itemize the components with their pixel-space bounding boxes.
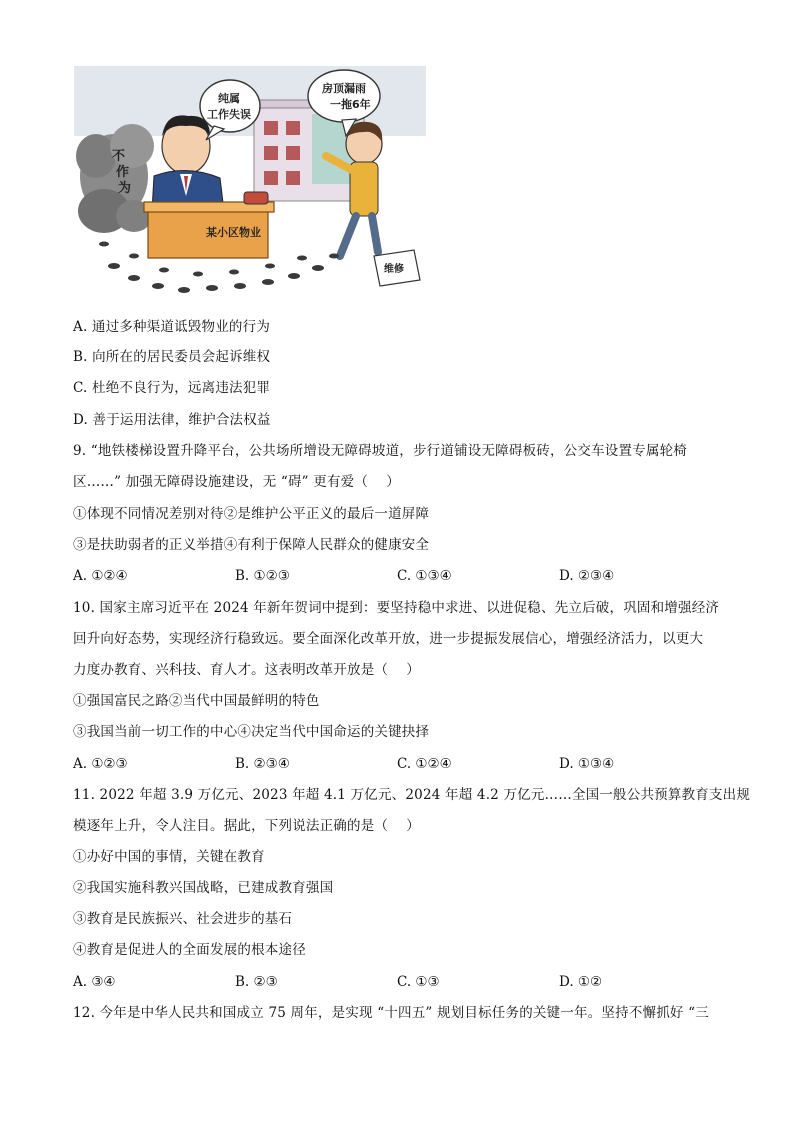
q10-statement-line2: ③我国当前一切工作的中心④决定当代中国命运的关键抉择	[73, 724, 430, 740]
q11-stem-line2: 模逐年上升，令人注目。据此，下列说法正确的是（ ）	[73, 818, 420, 834]
bubble-resident-line2: 一拖6年	[330, 98, 371, 111]
q10-choice-d[interactable]: D. ①③④	[559, 756, 615, 772]
q9-stem-line1: 9. “地铁楼梯设置升降平台，公共场所增设无障碍坡道，步行道铺设无障碍板砖，公交车设置专属轮椅	[73, 443, 687, 459]
q9-statement-line2: ③是扶助弱者的正义举措④有利于保障人民群众的健康安全	[73, 537, 430, 553]
q9-choice-c[interactable]: C. ①③④	[397, 568, 452, 584]
q11-statement-3: ③教育是民族振兴、社会进步的基石	[73, 911, 293, 927]
q11-choice-c[interactable]: C. ①③	[397, 974, 440, 990]
cartoon-svg	[74, 66, 426, 298]
q10-stem-line2: 回升向好态势，实现经济行稳致远。要全面深化改革开放，进一步提振发展信心，增强经济活力，以更大	[73, 631, 704, 647]
q11-statement-1: ①办好中国的事情，关键在教育	[73, 849, 265, 865]
q8-option-b: B. 向所在的居民委员会起诉维权	[73, 349, 271, 365]
smoke-cloud	[76, 124, 154, 233]
q9-choice-d[interactable]: D. ②③④	[559, 568, 615, 584]
q11-statement-2: ②我国实施科教兴国战略，已建成教育强国	[73, 880, 334, 896]
smoke-label-3: 为	[118, 181, 132, 196]
q9-statement-line1: ①体现不同情况差别对待②是维护公平正义的最后一道屏障	[73, 506, 430, 522]
q8-option-c: C. 杜绝不良行为，远离违法犯罪	[73, 380, 271, 396]
q11-statement-4: ④教育是促进人的全面发展的根本途径	[73, 942, 306, 958]
q10-stem-line1: 10. 国家主席习近平在 2024 年新年贺词中提到：要坚持稳中求进、以进促稳、先立后破，巩固和增强经济	[73, 600, 720, 616]
q10-choice-a[interactable]: A. ①②③	[73, 756, 128, 772]
q10-statement-line1: ①强国富民之路②当代中国最鲜明的特色	[73, 693, 320, 709]
bubble-official-line1: 纯属	[218, 92, 240, 105]
q10-choice-c[interactable]: C. ①②④	[397, 756, 452, 772]
q9-stem-line2: 区……” 加强无障碍设施建设，无 “碍” 更有爱（ ）	[73, 474, 400, 490]
desk-label: 某小区物业	[206, 226, 261, 239]
bubble-resident-line1: 房顶漏雨	[322, 82, 366, 95]
smoke-label-2: 作	[116, 165, 130, 180]
q11-choice-d[interactable]: D. ①②	[559, 974, 603, 990]
q8-option-a: A. 通过多种渠道诋毁物业的行为	[73, 319, 271, 335]
cartoon-illustration	[74, 66, 426, 298]
smoke-label-1: 不	[112, 149, 126, 164]
q11-stem-line1: 11. 2022 年超 3.9 万亿元、2023 年超 4.1 万亿元、2024 年超 4.2 万亿元……全国一般公共预算教育支出规	[73, 787, 751, 803]
desk	[144, 192, 274, 258]
q9-choice-b[interactable]: B. ①②③	[235, 568, 290, 584]
q10-stem-line3: 力度办教育、兴科技、育人才。这表明改革开放是（ ）	[73, 662, 420, 678]
q11-choice-a[interactable]: A. ③④	[73, 974, 116, 990]
paper-label: 维修	[384, 264, 404, 275]
q9-choice-a[interactable]: A. ①②④	[73, 568, 128, 584]
q8-option-d: D. 善于运用法律，维护合法权益	[73, 412, 271, 428]
q12-stem-line1: 12. 今年是中华人民共和国成立 75 周年，是实现 “十四五” 规划目标任务的关键一年。坚持不懈抓好 “三	[73, 1005, 709, 1021]
q10-choice-b[interactable]: B. ②③④	[235, 756, 290, 772]
bubble-official-line2: 工作失误	[207, 108, 251, 121]
q11-choice-b[interactable]: B. ②③	[235, 974, 278, 990]
